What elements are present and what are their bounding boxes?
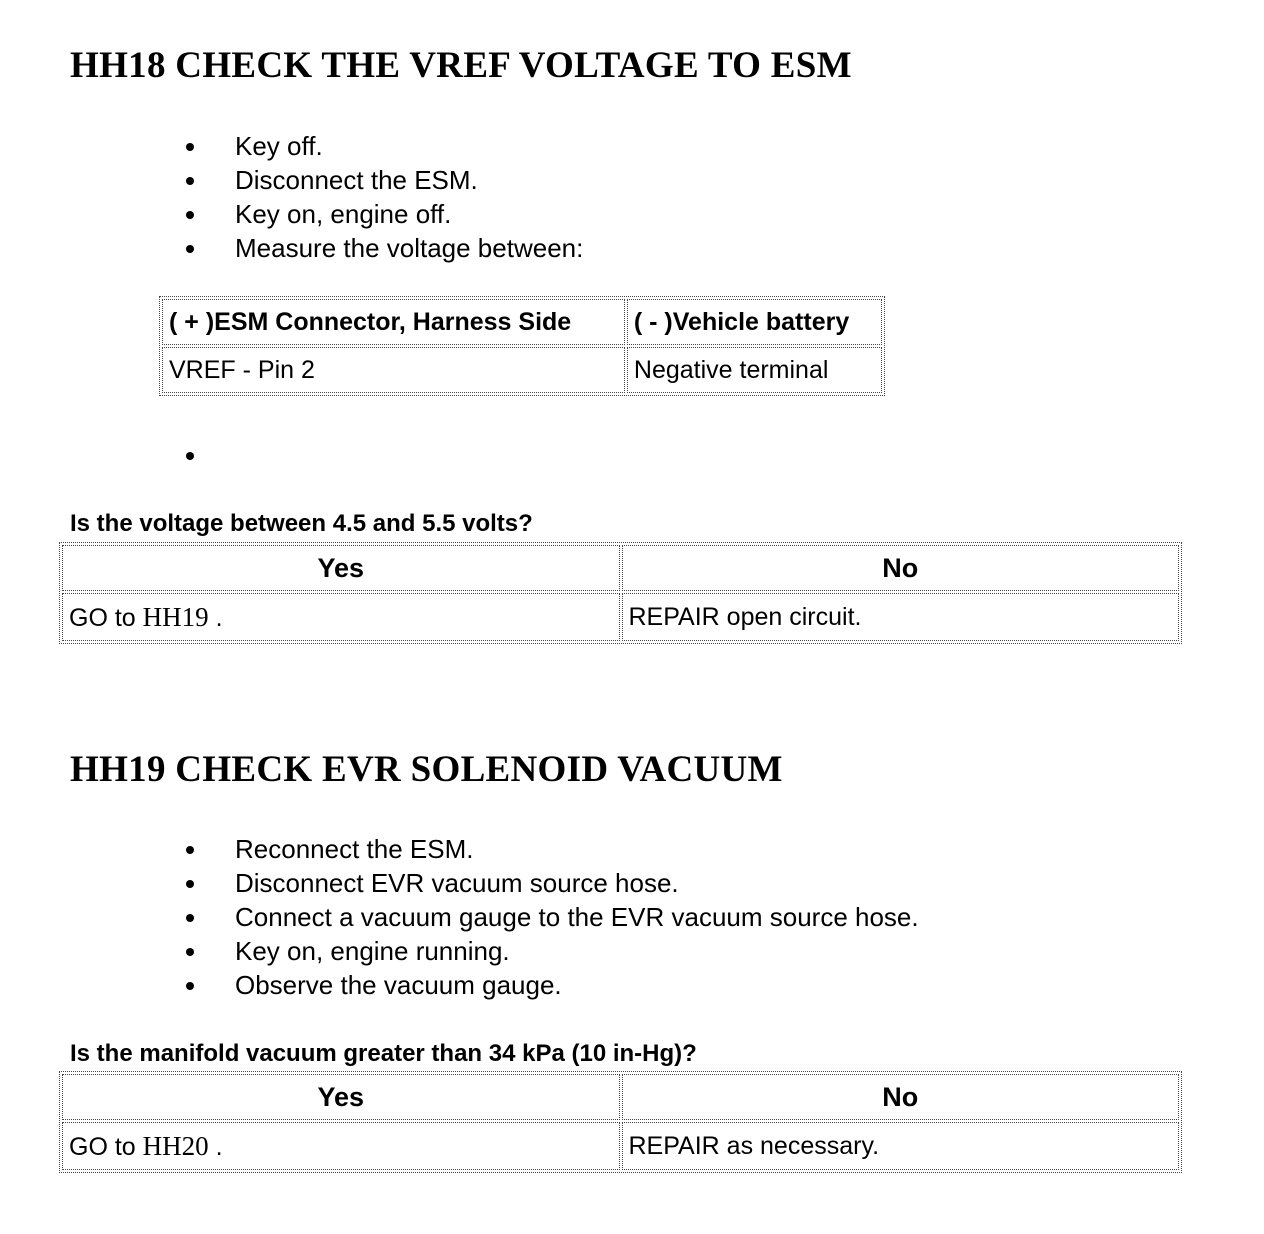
table-header-row — [162, 299, 882, 345]
no-header: No — [622, 545, 1180, 591]
table-row — [62, 1122, 1179, 1170]
result-table-hh18 — [59, 542, 1182, 644]
list-item: Key on, engine running. — [186, 934, 919, 968]
list-item: Reconnect the ESM. — [186, 832, 919, 866]
no-header: No — [622, 1074, 1180, 1120]
result-table-hh19 — [59, 1071, 1182, 1173]
section-title-hh18: HH18 CHECK THE VREF VOLTAGE TO ESM — [70, 45, 852, 86]
empty-bullet — [186, 452, 194, 460]
no-action: REPAIR as necessary. — [622, 1122, 1180, 1170]
list-item: Connect a vacuum gauge to the EVR vacuum source hose. — [186, 900, 919, 934]
list-item: Disconnect the ESM. — [186, 163, 583, 197]
header-positive-probe: ( + )ESM Connector, Harness Side — [162, 299, 625, 345]
table-row — [62, 593, 1179, 641]
no-action: REPAIR open circuit. — [622, 593, 1180, 641]
header-negative-probe: ( - )Vehicle battery — [627, 299, 882, 345]
section-title-hh19: HH19 CHECK EVR SOLENOID VACUUM — [70, 749, 783, 790]
table-row — [162, 347, 882, 393]
goto-link-hh20[interactable]: HH20 — [142, 1130, 209, 1161]
list-item: Observe the vacuum gauge. — [186, 968, 919, 1002]
question-hh18: Is the voltage between 4.5 and 5.5 volts? — [70, 510, 533, 537]
yes-action — [62, 1122, 620, 1170]
step-list-hh18 — [186, 129, 583, 265]
yes-header: Yes — [62, 545, 620, 591]
yes-action — [62, 593, 620, 641]
table-header-row — [62, 545, 1179, 591]
value-negative-probe: Negative terminal — [627, 347, 882, 393]
list-item: Disconnect EVR vacuum source hose. — [186, 866, 919, 900]
measure-table — [159, 296, 885, 396]
question-hh19: Is the manifold vacuum greater than 34 kPa (10 in-Hg)? — [70, 1040, 697, 1067]
list-item: Measure the voltage between: — [186, 231, 583, 265]
yes-header: Yes — [62, 1074, 620, 1120]
list-item: Key on, engine off. — [186, 197, 583, 231]
list-item: Key off. — [186, 129, 583, 163]
step-list-hh19 — [186, 832, 919, 1002]
goto-prefix: GO to — [69, 603, 143, 632]
goto-link-hh19[interactable]: HH19 — [142, 601, 209, 632]
goto-suffix: . — [208, 603, 223, 632]
value-positive-probe: VREF - Pin 2 — [162, 347, 625, 393]
goto-prefix: GO to — [69, 1132, 143, 1161]
table-header-row — [62, 1074, 1179, 1120]
goto-suffix: . — [208, 1132, 223, 1161]
